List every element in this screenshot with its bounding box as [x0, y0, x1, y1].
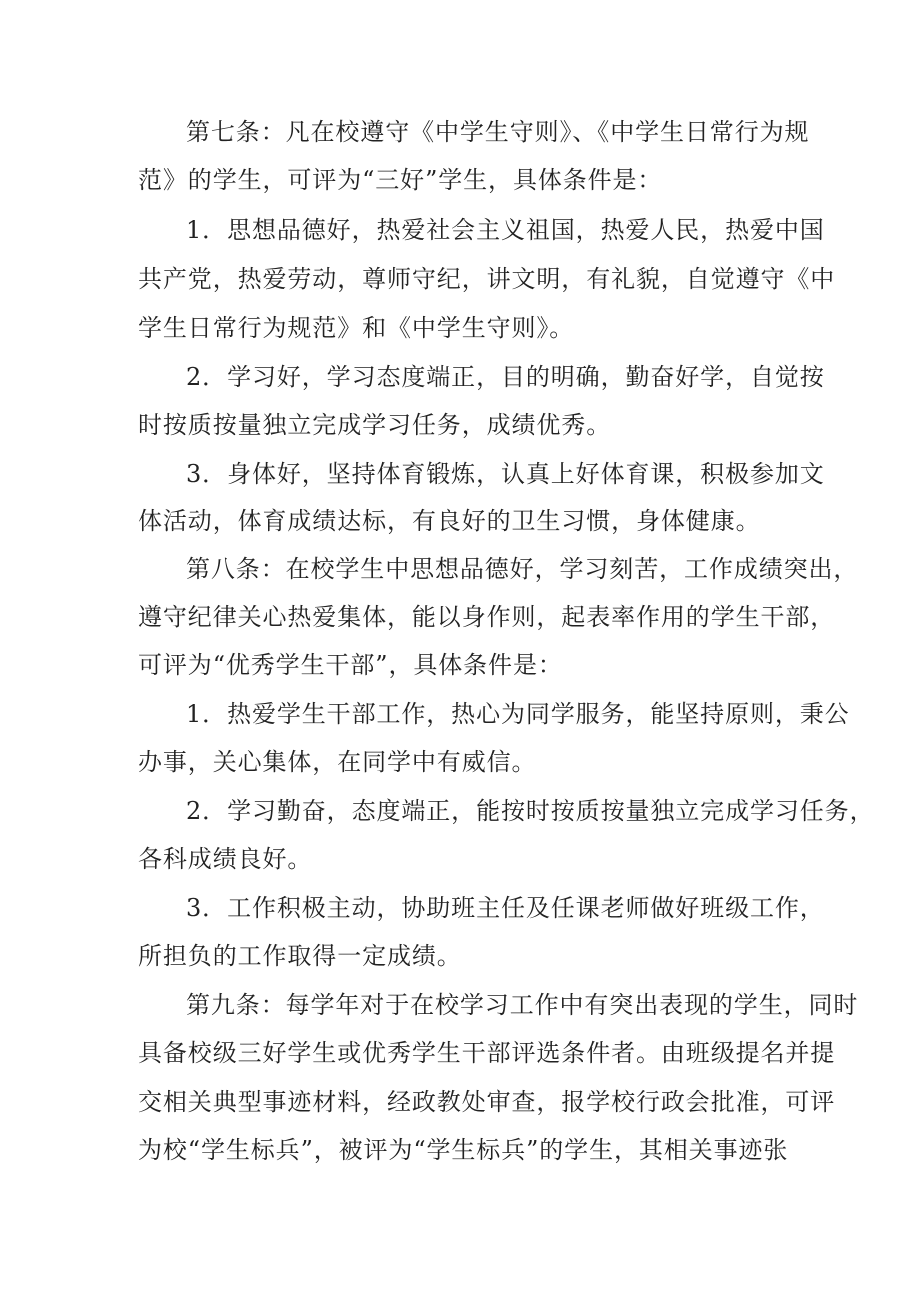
article-9-line-1: 第九条：每学年对于在校学习工作中有突出表现的学生，同时 — [186, 991, 859, 1019]
article-7-line-2: 范》的学生，可评为“三好”学生，具体条件是： — [138, 166, 663, 194]
article-8-item-2-line-2: 各科成绩良好。 — [138, 845, 313, 873]
article-8-item-3-line-2: 所担负的工作取得一定成绩。 — [138, 942, 462, 970]
article-8-item-1-line-2: 办事，关心集体，在同学中有威信。 — [138, 748, 537, 776]
article-7-item-1-line-1: 1．思想品德好，热爱社会主义祖国，热爱人民，热爱中国 — [186, 216, 825, 244]
article-7-item-1-line-2: 共产党，热爱劳动，尊师守纪，讲文明，有礼貌，自觉遵守《中 — [138, 265, 836, 293]
article-8-item-1-line-1: 1．热爱学生干部工作，热心为同学服务，能坚持原则，秉公 — [186, 700, 850, 728]
article-7-item-3-line-2: 体活动，体育成绩达标，有良好的卫生习惯，身体健康。 — [138, 507, 761, 535]
article-7-line-1: 第七条：凡在校遵守《中学生守则》、《中学生日常行为规 — [186, 118, 810, 146]
article-7-item-2-line-2: 时按质按量独立完成学习任务，成绩优秀。 — [138, 411, 612, 439]
article-7-item-3-line-1: 3．身体好，坚持体育锻炼，认真上好体育课，积极参加文 — [186, 460, 825, 488]
article-8-item-2-line-1: 2．学习勤奋，态度端正，能按时按质按量独立完成学习任务， — [186, 797, 875, 825]
article-8-line-2: 遵守纪律关心热爱集体，能以身作则，起表率作用的学生干部， — [138, 603, 836, 631]
article-9-line-4: 为校“学生标兵”，被评为“学生标兵”的学生，其相关事迹张 — [138, 1136, 789, 1164]
article-7-item-2-line-1: 2．学习好，学习态度端正，目的明确，勤奋好学，自觉按 — [186, 363, 825, 391]
article-8-item-3-line-1: 3．工作积极主动，协助班主任及任课老师做好班级工作， — [186, 894, 825, 922]
article-8-line-3: 可评为“优秀学生干部”，具体条件是： — [138, 651, 563, 679]
article-9-line-2: 具备校级三好学生或优秀学生干部评选条件者。由班级提名并提 — [138, 1039, 836, 1067]
article-7-item-1-line-3: 学生日常行为规范》和《中学生守则》。 — [138, 314, 575, 342]
article-9-line-3: 交相关典型事迹材料，经政教处审查，报学校行政会批准，可评 — [138, 1088, 836, 1116]
article-8-line-1: 第八条：在校学生中思想品德好，学习刻苦，工作成绩突出， — [186, 555, 859, 583]
